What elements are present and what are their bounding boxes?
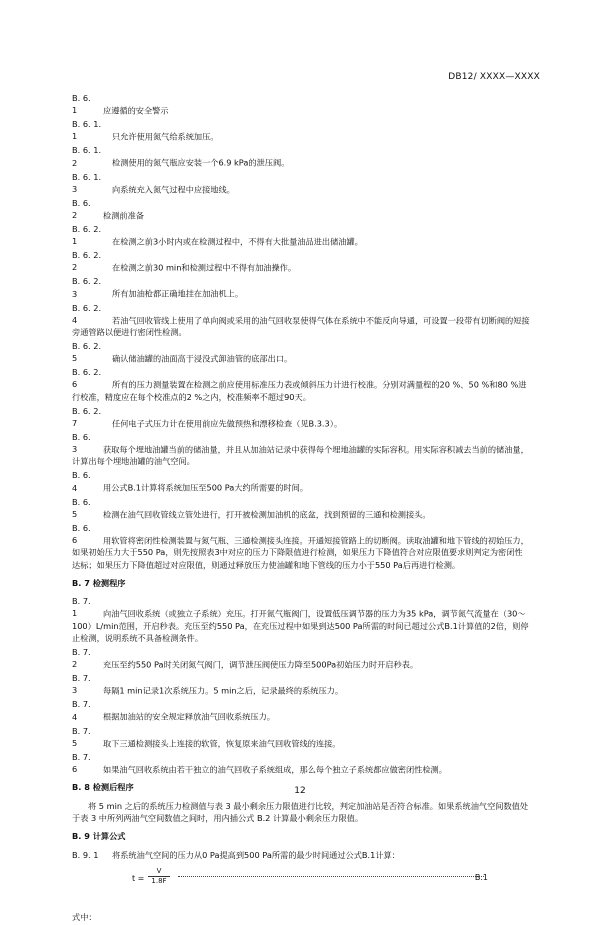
clause-item bbox=[72, 698, 530, 723]
formula-b1 bbox=[72, 867, 530, 889]
clause-number: B. 7. 6 bbox=[72, 751, 91, 775]
clause-item bbox=[72, 405, 530, 430]
clause-item bbox=[72, 725, 530, 750]
clause-number: B. 6. 2. 3 bbox=[72, 276, 102, 299]
clause-number: B. 6. 2 bbox=[72, 197, 91, 221]
clause-text: 检测前准备 bbox=[103, 210, 144, 221]
clause-number: B. 7. 3 bbox=[72, 673, 91, 696]
clause-text: 确认储油罐的油面高于浸没式卸油管的底部出口。 bbox=[112, 353, 293, 364]
clause-item bbox=[72, 366, 530, 403]
clause-item bbox=[72, 751, 530, 776]
clause-text: 用软管将密闭性检测装置与氮气瓶、三通检测接头连接。开通短接管路上的切断阀。读取油罐和地下管线的初始压力，如果初始压力大于550 Pa，则先按照表3中对应的压力下降限值进行检测，如果压力下降值符合对应限值要求则判定为密闭性达标；如果压力下降值超过对应限值，则通过释放压力使油罐和地下管线的压力小于550 Pa后再进行检测。 bbox=[72, 535, 529, 570]
document-body bbox=[72, 92, 530, 925]
clause-text: 所有的压力测量装置在检测之前应使用标准压力表或倾斜压力计进行校准。分别对满量程的20 %、50 %和80 %进行校准，精度应在每个校准点的2 %之内，校准频率不超过90天。 bbox=[72, 379, 527, 402]
clause-text: 在检测之前30 min和检测过程中不得有加油操作。 bbox=[112, 262, 297, 273]
clause-text: 取下三通检测接头上连接的软管，恢复原来油气回收管线的连接。 bbox=[103, 737, 341, 748]
formula-denominator: 1.8F bbox=[151, 876, 167, 885]
page-number: 12 bbox=[294, 786, 306, 796]
clause-item bbox=[72, 522, 530, 571]
clause-text: 只允许使用氮气给系统加压。 bbox=[112, 131, 219, 142]
section-b9-title: B. 9 计算公式 bbox=[72, 831, 126, 842]
clause-item bbox=[72, 340, 530, 365]
formula-numerator: V bbox=[148, 867, 170, 877]
clause-text: 检测在油气回收管线立管处进行，打开被检测加油机的底盆，找到预留的三通和检测接头。 bbox=[103, 508, 431, 519]
clause-number: B. 6. 5 bbox=[72, 496, 91, 519]
clause-number: B. 9. 1 bbox=[72, 849, 99, 860]
clause-item bbox=[72, 302, 530, 339]
clause-text: 用公式B.1计算将系统加压至500 Pa大约所需要的时间。 bbox=[103, 482, 308, 493]
clause-number: B. 6. 6 bbox=[72, 522, 91, 545]
clause-text: 如果油气回收系统由若干独立的油气回收子系统组成，那么每个独立子系统都应做密闭性检测。 bbox=[103, 764, 447, 775]
clause-item bbox=[72, 223, 530, 248]
clause-text: 检测使用的氮气瓶应安装一个6.9 kPa的泄压阀。 bbox=[112, 157, 290, 168]
clause-number: B. 7. 2 bbox=[72, 646, 91, 670]
clause-text: 任何电子式压力计在使用前应先做预热和漂移检查（见B.3.3）。 bbox=[112, 417, 343, 428]
clause-text: 向系统充入氮气过程中应接地线。 bbox=[112, 183, 235, 194]
formula-tag: B.1 bbox=[474, 872, 488, 882]
clause-item bbox=[72, 469, 530, 494]
clause-number: B. 6. 1. 2 bbox=[72, 145, 102, 168]
clause-item bbox=[72, 595, 530, 644]
clause-number: B. 7. 1 bbox=[72, 596, 91, 619]
clause-item bbox=[72, 275, 530, 300]
section-b7-title: B. 7 检测程序 bbox=[72, 577, 126, 588]
clause-number: B. 7. 5 bbox=[72, 725, 91, 748]
formula-variable: t = bbox=[132, 873, 145, 883]
clause-text: 若油气回收管线上使用了单向阀或采用的油气回收泵使得气体在系统中不能反向导通，可设置一段带有切断阀的短接旁通管路以便进行密闭性检测。 bbox=[72, 314, 530, 338]
clause-number: B. 6. 1 bbox=[72, 93, 91, 116]
clause-number: B. 6. 2. 5 bbox=[72, 340, 102, 364]
clause-number: B. 7. 4 bbox=[72, 699, 91, 722]
document-code: DB12/ XXXX—XXXX bbox=[448, 72, 540, 82]
formula-leader-dots bbox=[178, 876, 484, 877]
formula-fraction bbox=[148, 867, 170, 886]
where-label: 式中： bbox=[72, 911, 97, 922]
clause-text: 将系统油气空间的压力从0 Pa提高到500 Pa所需的最少时间通过公式B.1计算： bbox=[112, 849, 400, 860]
clause-item bbox=[72, 249, 530, 274]
clause-text: 应遵循的安全警示 bbox=[103, 105, 169, 116]
clause-text: 在检测之前3小时内或在检测过程中，不得有大批量油品进出储油罐。 bbox=[112, 236, 363, 247]
clause-number: B. 6. 2. 4 bbox=[72, 302, 102, 325]
clause-text: 充压至约550 Pa时关闭氮气阀门，调节泄压阀使压力降至500Pa初始压力时开启秒表。 bbox=[103, 659, 419, 670]
clause-item bbox=[72, 197, 530, 222]
clause-number: B. 6. 4 bbox=[72, 470, 91, 493]
clause-item bbox=[72, 144, 530, 169]
clause-number: B. 6. 2. 7 bbox=[72, 405, 102, 428]
section-b8-text: 将 5 min 之后的系统压力检测值与表 3 最小剩余压力限值进行比较，判定加油站是否符合标准。如果系统油气空间数值处于表 3 中所列两油气空间数值之间时，用内插公式 B.2 计算最小剩余压力限值。 bbox=[72, 800, 529, 823]
clause-text: 获取每个埋地油罐当前的储油量，并且从加油站记录中获得每个埋地油罐的实际容积。用实际容积减去当前的储油量，计算出每个埋地油罐的油气空间。 bbox=[72, 444, 529, 467]
section-b8-title: B. 8 检测后程序 bbox=[72, 782, 134, 793]
clause-number: B. 6. 2. 1 bbox=[72, 223, 102, 247]
clause-text: 每隔1 min记录1次系统压力。5 min之后，记录最终的系统压力。 bbox=[103, 685, 344, 696]
clause-number: B. 6. 2. 6 bbox=[72, 367, 102, 390]
clause-item bbox=[72, 431, 530, 468]
clause-item bbox=[72, 672, 530, 697]
clause-item bbox=[72, 171, 530, 196]
clause-text: 所有加油枪都正确地挂在加油机上。 bbox=[112, 288, 244, 299]
clause-number: B. 6. 2. 2 bbox=[72, 250, 102, 273]
clause-item bbox=[72, 496, 530, 521]
clause-number: B. 6. 1. 3 bbox=[72, 171, 102, 194]
clause-text: 根据加油站的安全规定释放油气回收系统压力。 bbox=[103, 711, 275, 722]
clause-number: B. 6. 1. 1 bbox=[72, 119, 102, 142]
clause-number: B. 6. 3 bbox=[72, 431, 91, 455]
clause-item bbox=[72, 118, 530, 143]
clause-b9-1 bbox=[72, 849, 530, 861]
clause-text: 向油气回收系统（或独立子系统）充压。打开氮气瓶阀门，设置低压调节器的压力为35 kPa，调节氮气流量在（30～100）L/min范围，开启秒表。充压至约550 Pa，在充压过程中如果到达500 Pa所需的时间已超过公式B.1计算值的2倍，则停止检测，说明系统不具备检测条件。 bbox=[72, 608, 529, 644]
clause-item bbox=[72, 92, 530, 117]
clause-item bbox=[72, 646, 530, 671]
section-b6 bbox=[72, 92, 530, 571]
section-b7 bbox=[72, 595, 530, 775]
